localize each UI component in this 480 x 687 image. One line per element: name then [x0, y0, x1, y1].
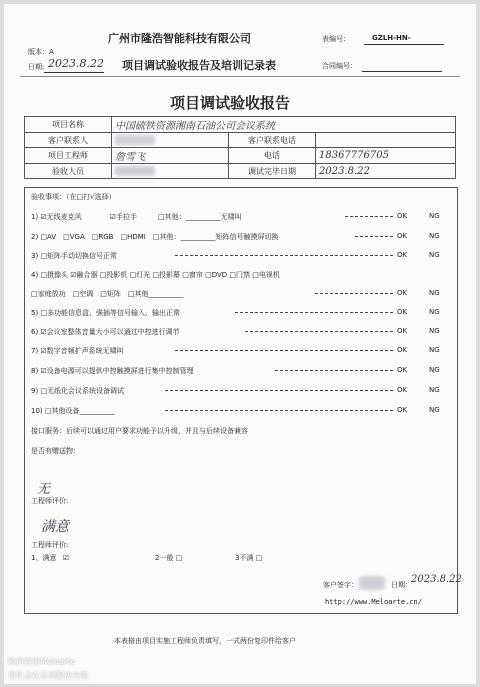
finish-date-label: 调试完毕日期 — [229, 164, 316, 179]
date-label: 日期: — [28, 63, 45, 71]
check-item-8: 8) ☑设备电源可以提供中控触摸屏进行集中控制管理 — [31, 367, 194, 375]
ng-10: NG — [429, 406, 440, 414]
check-item-7: 7) ☑数字音频扩声系统无啸叫 — [31, 347, 124, 355]
check-item-9: 9) □无纸化会议系统设备调试 — [31, 387, 125, 395]
website: http://www.Meloarte.cn/ — [325, 598, 422, 606]
ok-7: OK — [397, 346, 408, 354]
checks-box — [24, 187, 462, 614]
project-name-value: 中国硫铁资源湘南石油公司会议系统 — [112, 117, 456, 133]
contract-label: 合同编号： — [322, 62, 357, 70]
form-no-value: GZLH-HN- — [372, 34, 411, 42]
checks-header: 验收事项：（在□打√选择） — [31, 193, 116, 201]
ok-1: OK — [397, 212, 408, 220]
ng-9: NG — [429, 386, 440, 394]
finish-date-value: 2023.8.22 — [316, 164, 456, 179]
watermark-line1: 隆浩智能Meloarte — [8, 657, 76, 666]
project-name-label: 项目名称 — [25, 117, 112, 133]
eval-option-satisfied: 1、满意 ☑ — [31, 554, 69, 562]
check-item-4: 4) □摄像头 ☑融合器 □投影机 □灯光 □投影幕 □窗帘 □DVD □门禁 □电视机 — [31, 271, 280, 279]
ng-2: NG — [429, 232, 440, 240]
ng-8: NG — [429, 366, 440, 374]
ng-3: NG — [429, 251, 440, 259]
ng-4: NG — [429, 289, 440, 297]
header-date-value: 2023.8.22 — [48, 57, 104, 70]
report-title: 项目调试验收报告 — [170, 94, 291, 112]
ok-5: OK — [397, 308, 408, 316]
satisfied-checkbox: ☑ — [62, 554, 69, 562]
client-contact-label: 客户联系人 — [25, 133, 112, 148]
company-name: 广州市隆浩智能科技有限公司 — [108, 32, 251, 45]
phone-label: 电话 — [229, 148, 316, 164]
ng-7: NG — [429, 346, 440, 354]
info-table — [24, 116, 456, 179]
ng-6: NG — [429, 327, 440, 335]
ok-9: OK — [397, 386, 408, 394]
sign-date-value: 2023.8.22 — [411, 574, 462, 585]
engineer-label: 项目工程师 — [25, 148, 112, 164]
interface-service: 接口服务：后续可以通过用户要求功能予以升级，并且与后续设备兼容 — [31, 427, 248, 435]
watermark-line2: 墨化会议系统解决方案 — [8, 671, 88, 680]
document-page — [4, 4, 476, 684]
check-item-2: 2) □AV □VGA □RGB □HDMI □其他：__________矩阵信号触摸屏切换 — [31, 233, 279, 241]
version-label: 版本：A — [28, 48, 54, 56]
ng-1: NG — [429, 212, 440, 220]
gift-question: 是否有赠送物： — [31, 447, 80, 455]
ok-10: OK — [397, 406, 408, 414]
sign-date-label: 日期： — [391, 581, 412, 589]
redacted-contact — [115, 135, 155, 145]
check-item-1: 1) ☑无线麦克风 ☑手拉手 □其他：__________无啸叫 — [31, 213, 242, 221]
ok-2: OK — [397, 232, 408, 240]
engineer-value: 詹雪飞 — [112, 148, 229, 164]
check-item-6: 6) ☑会议室整体音量大小可以通过中控进行调节 — [31, 328, 180, 336]
client-eval-label: 工程师评价: — [31, 541, 69, 549]
check-item-5: 5) □多功能信息盒、强插等信号输入、输出正常 — [31, 309, 181, 317]
eval-option-unsatisfied: 3不满 □ — [235, 554, 263, 562]
engineer-eval-value: 满意 — [41, 519, 69, 535]
check-item-10: 10) □其他设备__________ — [31, 407, 115, 415]
form-no-label: 表编号： — [322, 35, 350, 43]
client-phone-label: 客户联系电话 — [229, 133, 316, 148]
redacted-signature — [359, 576, 385, 590]
form-title: 项目调试验收报告及培训记录表 — [122, 59, 276, 72]
footer-note: 本表格由项目实施工程师负责填写，一式两份复印件给客户 — [114, 637, 296, 645]
gift-answer: 无 — [37, 482, 51, 497]
ok-4: OK — [397, 289, 408, 297]
check-item-3: 3) □矩阵手动切换信号正常 — [31, 252, 118, 260]
ok-8: OK — [397, 366, 408, 374]
client-sign-label: 客户签字： — [323, 581, 358, 589]
acceptor-label: 验收人员 — [25, 164, 112, 179]
engineer-eval-label: 工程师评价: — [31, 497, 69, 505]
eval-option-normal: 2一般 □ — [155, 554, 183, 562]
ok-6: OK — [397, 327, 408, 335]
phone-value: 18367776705 — [316, 148, 456, 164]
check-item-4b: □家庭放功 □空调 □矩阵 □其他__________ — [31, 290, 184, 298]
ng-5: NG — [429, 308, 440, 316]
redacted-acceptor — [115, 166, 155, 176]
normal-checkbox: □ — [175, 554, 183, 562]
unsatisfied-checkbox: □ — [255, 554, 263, 562]
ok-3: OK — [397, 251, 408, 259]
